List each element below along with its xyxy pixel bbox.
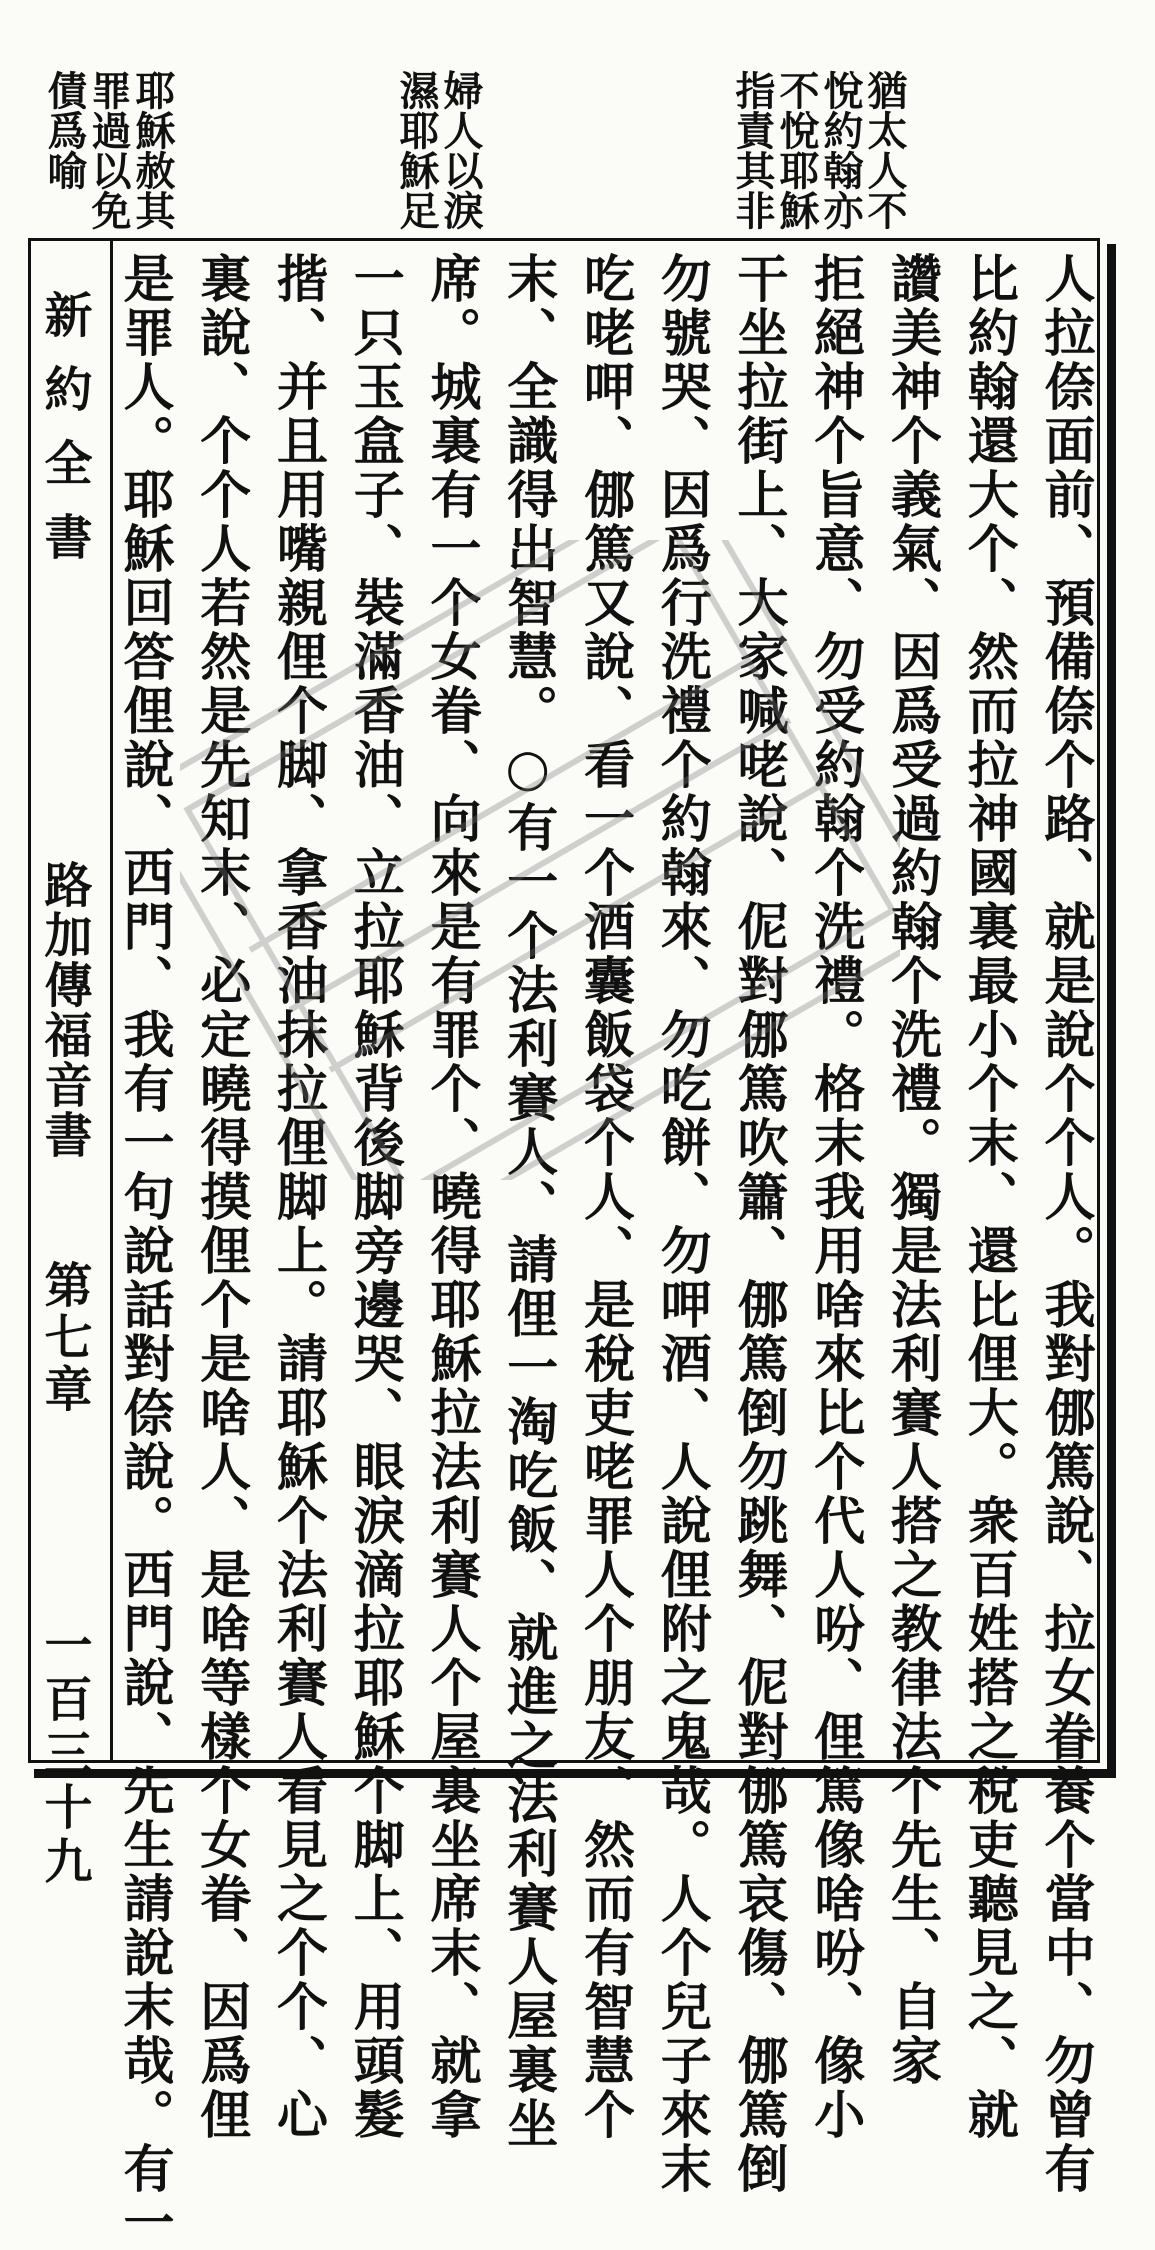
text-column: 人拉倷面前、預備倷个路、就是說个个人。我對㑚篤說、拉女眷養个當中、勿曾有 <box>1035 252 1095 2196</box>
running-head-book: 新約全書 <box>36 290 92 586</box>
text-column: 末、全識得出智慧。○有一个法利賽人、請俚一淘吃飯、就進之法利賽人屋裏坐 <box>497 252 558 2151</box>
text-column: 吃咾呷、㑚篤又說、看一个酒囊飯袋个人、是稅吏咾罪人个朋友、然而有智慧个 <box>574 252 635 2142</box>
running-head-title: 路加傳福音書 <box>36 860 92 1160</box>
text-column: 一只玉盒子、裝滿香油、立拉耶穌背後脚旁邊哭、眼淚滴拉耶穌个脚上、用頭髮 <box>344 252 405 2142</box>
text-column: 席。城裏有一个女眷、向來是有罪个、曉得耶穌拉法利賽人个屋裏坐席末、就拿 <box>421 252 481 2142</box>
text-column: 讚美神个義氣、因爲受過約翰个洗禮。獨是法利賽人搭之教律法个先生、自家 <box>881 252 942 2088</box>
text-column: 是罪人。耶穌回答俚說、西門、我有一句說話對倷說。西門說、先生請說末哉。有一 <box>114 252 174 2250</box>
running-head <box>34 270 106 1890</box>
text-column: 干坐拉街上、大家喊咾說、伲對㑚篤吹簫、㑚篤倒勿跳舞、伲對㑚篤哀傷、㑚篤倒 <box>728 252 788 2196</box>
headnotes <box>0 70 1155 240</box>
text-column: 比約翰還大个、然而拉神國裏最小个末、還比俚大。衆百姓搭之稅吏聽見之、就 <box>958 252 1019 2142</box>
headnote-2: 婦人以淚濕耶穌足 <box>393 70 484 230</box>
running-head-chapter: 第七章 <box>36 1260 92 1416</box>
headnote-1: 猶太人不悅約翰亦不悅耶穌指責其非 <box>729 70 908 230</box>
text-column: 裏說、个个人若然是先知末、必定曉得摸俚个是啥人、是啥等樣个女眷、因爲俚 <box>190 252 251 2142</box>
page-number: 一百三十九 <box>36 1620 92 1890</box>
headnote-3: 耶穌赦其罪過以免債爲喻 <box>41 70 176 230</box>
text-column: 揩、并且用嘴親俚个脚、拿香油抹拉俚脚上。請耶穌个法利賽人看見之个个、心 <box>267 252 328 2142</box>
text-column: 勿號哭、因爲行洗禮个約翰來、勿吃餅、勿呷酒、人說俚附之鬼哉。人个兒子來末 <box>651 252 712 2196</box>
margin-divider <box>110 238 113 1763</box>
body-text <box>114 252 1095 2250</box>
text-column: 拒絕神个旨意、勿受約翰个洗禮。格末我用啥來比个代人吩、俚篤像啥吩、像小 <box>804 252 865 2142</box>
